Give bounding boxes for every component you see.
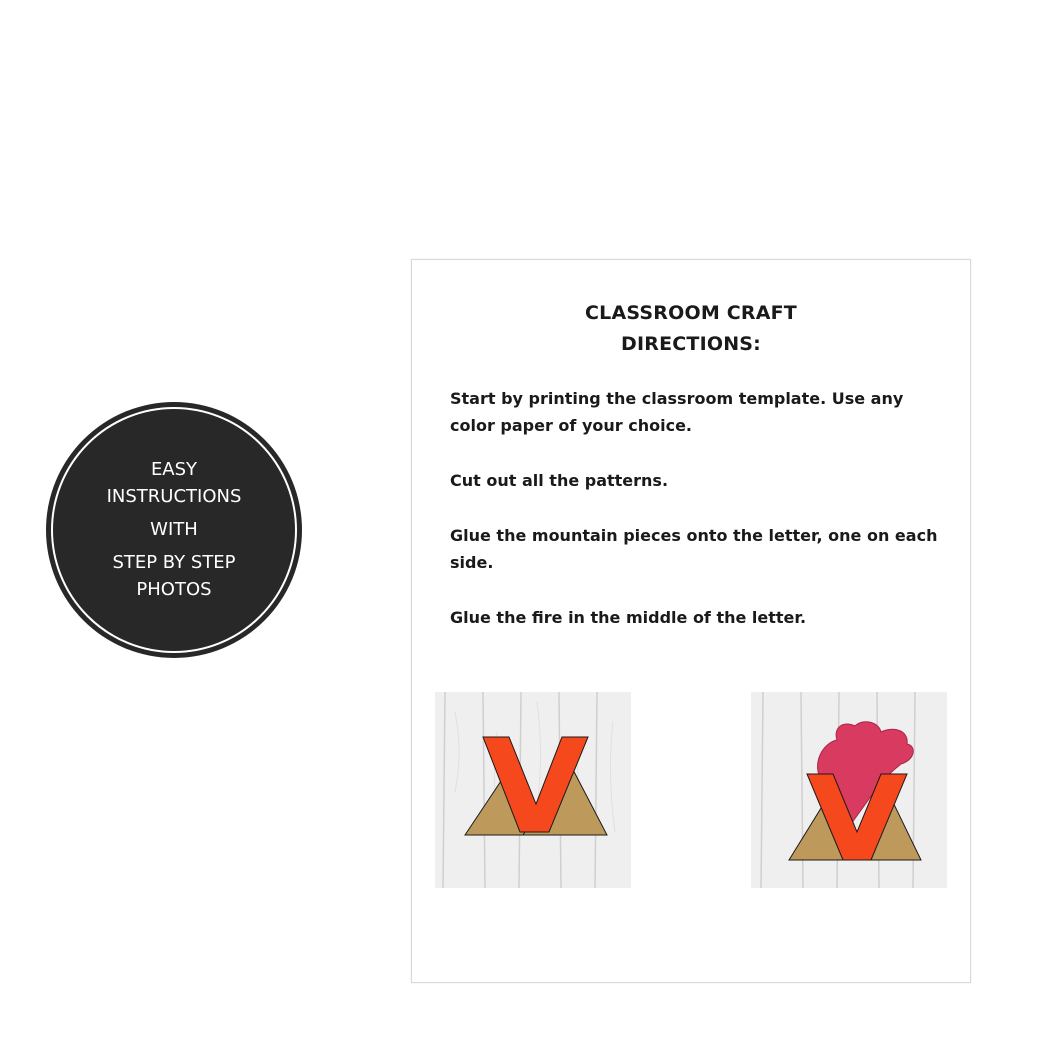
badge-line-4: STEP BY STEP: [112, 552, 236, 573]
step-4: Glue the fire in the middle of the letter.: [450, 608, 807, 627]
page-title: [412, 298, 970, 360]
badge-line-3: WITH: [150, 519, 198, 540]
step-photo-mountains: [435, 692, 631, 888]
badge-line-5: PHOTOS: [136, 579, 212, 600]
step-photo-fire: [751, 692, 947, 888]
badge-text: [46, 456, 302, 603]
badge-line-2: INSTRUCTIONS: [106, 486, 242, 507]
directions-page: [411, 259, 971, 983]
directions-list: [450, 385, 946, 659]
step-2: Cut out all the patterns.: [450, 471, 669, 490]
step-1: Start by printing the classroom template. Use any color paper of your choice.: [450, 389, 904, 435]
craft-photo-2: [751, 692, 947, 888]
title-line-1: CLASSROOM CRAFT: [585, 302, 797, 324]
badge-line-1: EASY: [150, 459, 198, 480]
craft-photo-1: [435, 692, 631, 888]
step-3: Glue the mountain pieces onto the letter, one on each side.: [450, 526, 938, 572]
title-line-2: DIRECTIONS:: [621, 333, 761, 355]
info-badge: [46, 402, 302, 658]
